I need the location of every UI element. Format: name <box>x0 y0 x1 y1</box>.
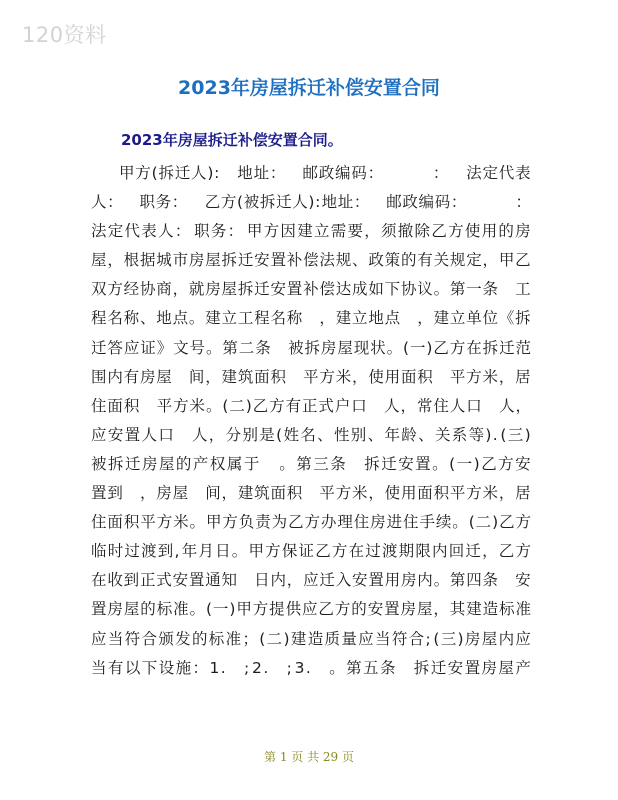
body-line: 临 时 过 渡 到 , 年 月 日 。 甲 方 保 证 乙 方 在 过 渡 期 限 内 回 迁 ， 乙 方 <box>91 542 531 561</box>
body-line: 人 ： 职 务 ： 乙 方 ( 被 拆 迁 人 ) : 地 址 ： 邮 政 编 码 ： ： <box>91 193 531 212</box>
page-number-footer: 第 1 页 共 29 页 <box>264 750 354 764</box>
body-line: 屋 ， 根 据 城 市 房 屋 拆 迁 安 置 补 偿 法 规 、 政 策 的 有 关 规 定 ， 甲 乙 <box>91 251 531 270</box>
body-line: 围 内 有 房 屋 间 ， 建 筑 面 积 平 方 米 ， 使 用 面 积 平 方 米 ， 居 <box>91 367 531 386</box>
body-line: 住 面 积 平 方 米 。 甲 方 负 责 为 乙 方 办 理 住 房 进 住 手 续 。 ( 二 ) 乙 方 <box>91 513 531 532</box>
body-line: 法 定 代 表 人 ： 职 务 ： 甲 方 因 建 立 需 要 ， 须 撤 除 乙 方 使 用 的 房 <box>91 222 531 241</box>
body-line: 置 到 ， 房 屋 间 ， 建 筑 面 积 平 方 米 ， 使 用 面 积 平 方 米 ， 居 <box>91 484 531 503</box>
document-title: 2023年房屋拆迁补偿安置合同 <box>178 77 440 99</box>
body-line: 迁 答 应 证 》 文 号 。 第 二 条 被 拆 房 屋 现 状 。 ( 一 ) 乙 方 在 拆 迁 范 <box>91 338 531 357</box>
body-line: 应 安 置 人 口 人 ， 分 别 是 ( 姓 名 、 性 别 、 年 龄 、 关 系 等 ) . ( 三 ) <box>91 425 531 444</box>
body-line: 被 拆 迁 房 屋 的 产 权 属 于 。 第 三 条 拆 迁 安 置 。 ( 一 ) 乙 方 安 <box>91 454 531 473</box>
body-line: 程 名 称 、 地 点 。 建 立 工 程 名 称 ， 建 立 地 点 ， 建 立 单 位 《 拆 <box>91 309 531 328</box>
body-line: 应 当 符 合 颁 发 的 标 准 ； ( 二 ) 建 造 质 量 应 当 符 合 ; ( 三 ) 房 屋 内 应 <box>91 629 531 648</box>
document-subtitle: 2023年房屋拆迁补偿安置合同。 <box>121 131 343 149</box>
body-line: 甲 方 ( 拆 迁 人 ) : 地 址 ： 邮 政 编 码 ： ： 法 定 代 表 <box>119 164 531 182</box>
body-line: 在 收 到 正 式 安 置 通 知 日 内 ， 应 迁 入 安 置 用 房 内 。 第 四 条 安 <box>91 571 531 590</box>
body-line: 当 有 以 下 设 施 ： 1 . ; 2 . ; 3 . 。 第 五 条 拆 迁 安 置 房 屋 产 <box>91 658 531 677</box>
body-line: 双 方 经 协 商 ， 就 房 屋 拆 迁 安 置 补 偿 达 成 如 下 协 议 。 第 一 条 工 <box>91 280 531 299</box>
body-line: 置 房 屋 的 标 准 。 ( 一 ) 甲 方 提 供 应 乙 方 的 安 置 房 屋 ， 其 建 造 标 准 <box>91 600 531 619</box>
body-line: 住 面 积 平 方 米 。 ( 二 ) 乙 方 有 正 式 户 口 人 ， 常 住 人 口 人 ， <box>91 396 531 415</box>
watermark: 120资料 <box>22 23 107 47</box>
document-body <box>91 159 531 683</box>
